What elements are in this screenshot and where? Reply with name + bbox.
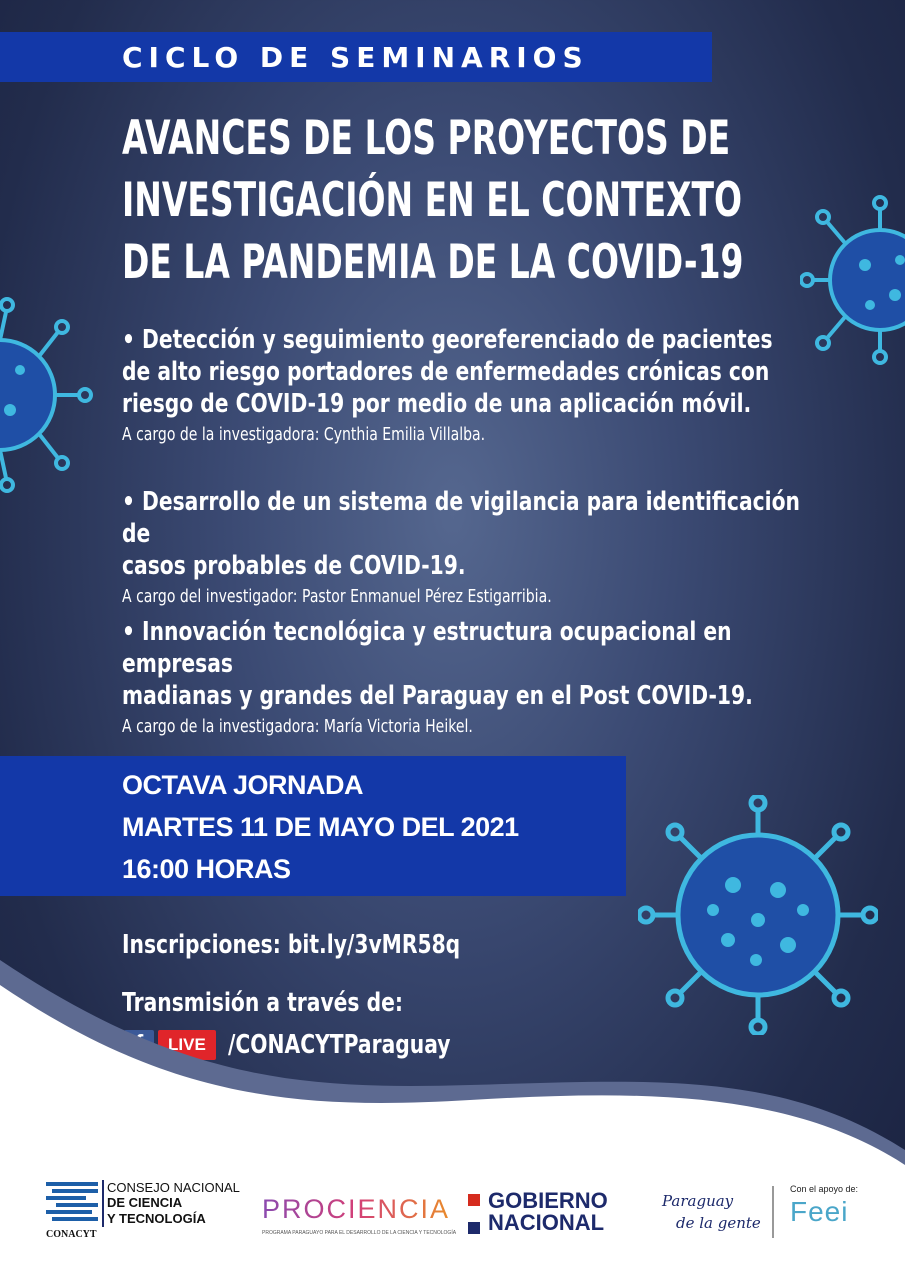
feei-logo <box>790 1184 858 1228</box>
paraguay-line: de la gente <box>676 1214 761 1232</box>
title-line: DE LA PANDEMIA DE LA COVID-19 <box>122 235 744 290</box>
prociencia-name: PROCIENCIA <box>262 1194 451 1224</box>
event-date: MARTES 11 DE MAYO DEL 2021 <box>122 812 519 842</box>
logo-divider <box>772 1186 774 1238</box>
conacyt-line: DE CIENCIA <box>107 1195 183 1210</box>
project-line: • Detección y seguimiento georeferenciado de pacientes <box>122 325 773 355</box>
live-badge: LIVE <box>158 1030 216 1060</box>
project-line: riesgo de COVID-19 por medio de una aplicación móvil. <box>122 389 752 419</box>
paraguay-logo <box>662 1190 761 1234</box>
conacyt-line: Y TECNOLOGÍA <box>107 1211 206 1226</box>
project-line: • Innovación tecnológica y estructura ocupacional en empresas <box>122 617 732 679</box>
title-line: AVANCES DE LOS PROYECTOS DE <box>122 111 731 166</box>
project-researcher: A cargo de la investigadora: María Victoria Heikel. <box>122 716 473 737</box>
title-line: INVESTIGACIÓN EN EL CONTEXTO <box>122 173 743 228</box>
gobierno-line: NACIONAL <box>488 1210 605 1235</box>
gobierno-line: GOBIERNO <box>488 1188 608 1213</box>
project-line: casos probables de COVID-19. <box>122 551 466 581</box>
facebook-handle[interactable]: /CONACYTParaguay <box>227 1030 451 1060</box>
gobierno-logo <box>468 1190 608 1234</box>
series-label: CICLO DE SEMINARIOS <box>122 41 589 74</box>
feei-name: Feei <box>790 1196 849 1227</box>
project-line: de alto riesgo portadores de enfermedades crónicas con <box>122 357 770 387</box>
feei-support: Con el apoyo de: <box>790 1184 859 1194</box>
project-researcher: A cargo del investigador: Pastor Enmanuel Pérez Estigarribia. <box>122 586 552 607</box>
project-line: madianas y grandes del Paraguay en el Post COVID-19. <box>122 681 753 711</box>
project-researcher: A cargo de la investigadora: Cynthia Emilia Villalba. <box>122 424 486 445</box>
broadcast-label: Transmisión a través de: <box>122 988 403 1018</box>
prociencia-logo <box>262 1194 457 1236</box>
sponsor-logos <box>0 1160 905 1280</box>
conacyt-logo <box>46 1180 240 1227</box>
registration-link[interactable]: Inscripciones: bit.ly/3vMR58q <box>122 930 461 960</box>
gobierno-mark-icon <box>468 1194 480 1234</box>
event-session: OCTAVA JORNADA <box>122 770 363 800</box>
conacyt-mark-icon <box>46 1180 98 1226</box>
paraguay-line: Paraguay <box>662 1192 734 1210</box>
conacyt-abbr: CONACYT <box>46 1229 97 1240</box>
project-line: • Desarrollo de un sistema de vigilancia para identificación de <box>122 487 800 549</box>
prociencia-tagline: PROGRAMA PARAGUAYO PARA EL DESARROLLO DE LA CIENCIA Y TECNOLOGÍA <box>262 1230 457 1236</box>
conacyt-line: CONSEJO NACIONAL <box>107 1180 240 1195</box>
event-time: 16:00 HORAS <box>122 854 291 884</box>
